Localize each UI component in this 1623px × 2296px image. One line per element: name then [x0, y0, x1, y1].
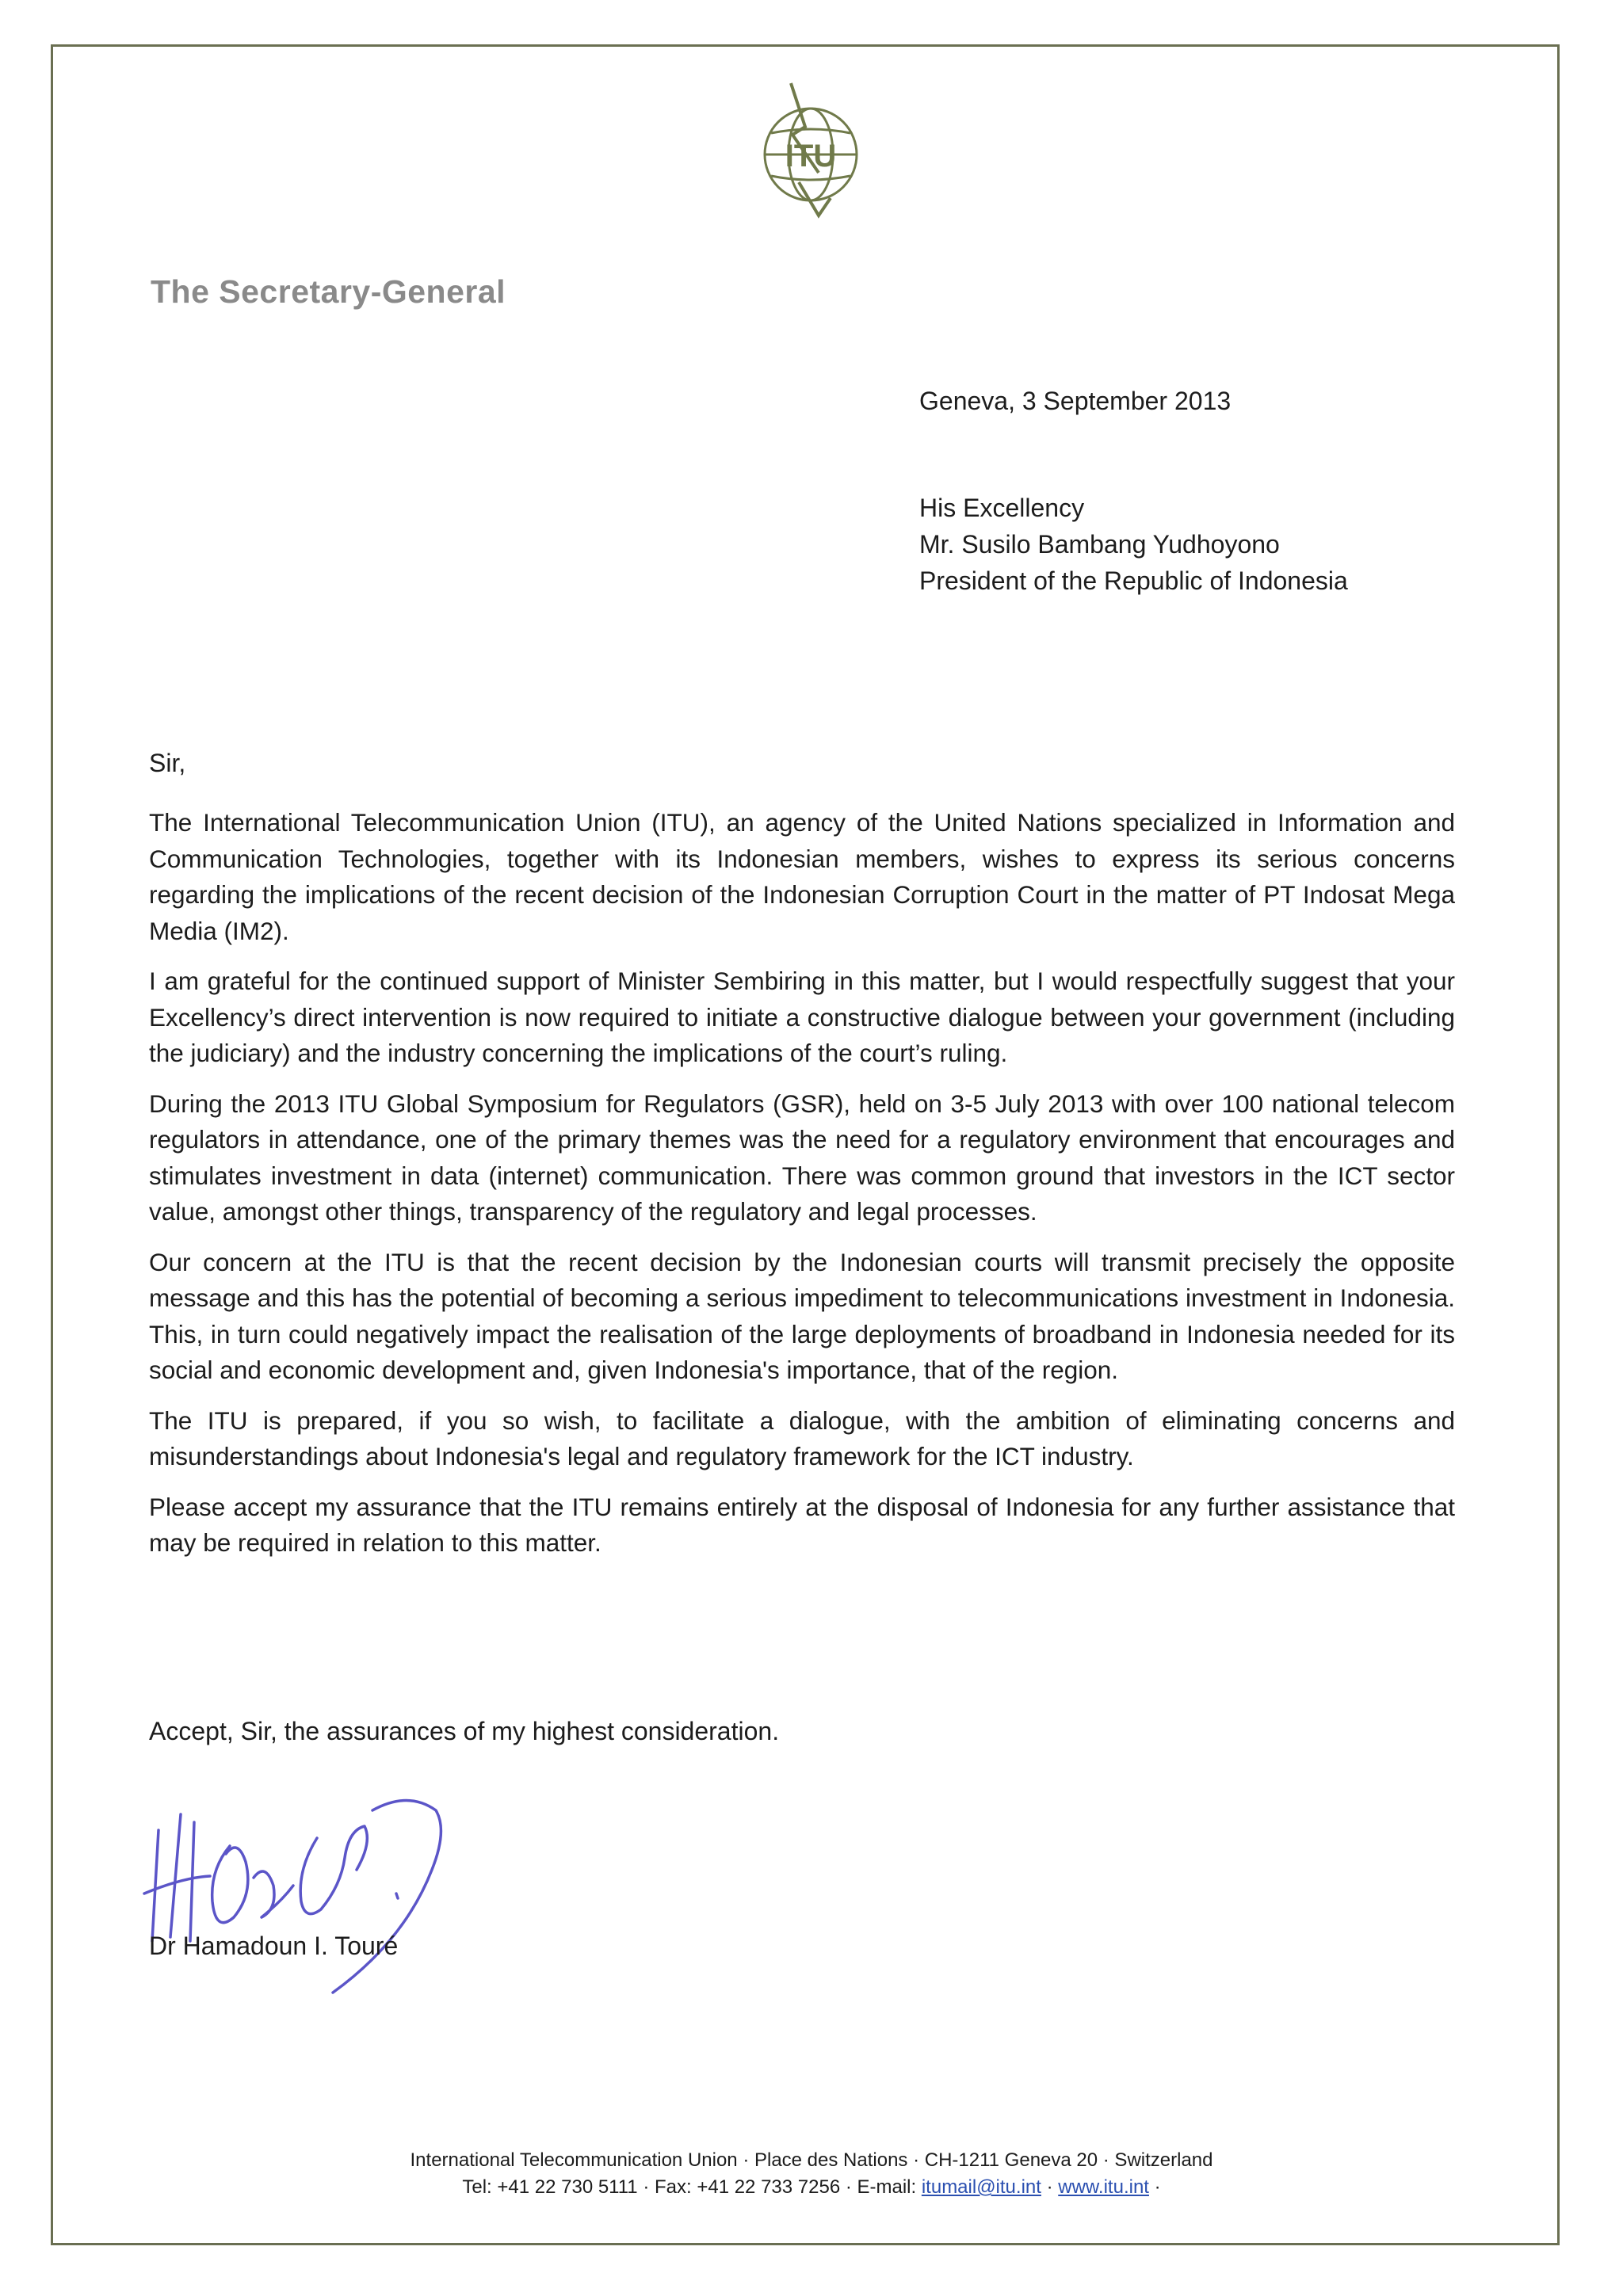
body-paragraph: Our concern at the ITU is that the recent decision by the Indonesian courts will transmit precisely the opposite message and this has the potential of becoming a serious impediment to telecommunications investment in Indonesia. This, in turn could negatively impact the realisation of the large deployments of broadband in Indonesia needed for its social and economic development and, given Indonesia's importance, that of the region.: [149, 1247, 1455, 1384]
signature: [135, 1783, 507, 1997]
footer-address: International Telecommunication Union · Place des Nations · CH-1211 Geneva 20 · Switzerland: [410, 2149, 1213, 2171]
letterhead-footer: [0, 2147, 1623, 2201]
addressee-line: President of the Republic of Indonesia: [919, 566, 1348, 595]
itu-logo: [743, 79, 878, 222]
addressee-line: His Excellency: [919, 494, 1085, 522]
footer-separator: ·: [1041, 2176, 1059, 2198]
body-paragraph: I am grateful for the continued support of Minister Sembiring in this matter, but I would respectfully suggest that your Excellency’s direct intervention is now required to initiate a constructive dialogue between your government (including the judiciary) and the industry concerning the implications of the court’s ruling.: [149, 967, 1455, 1067]
footer-phone-fax: Tel: +41 22 730 5111 · Fax: +41 22 733 7256 · E-mail:: [462, 2176, 922, 2198]
signature-drawing: [135, 1783, 507, 1997]
salutation: Sir,: [149, 749, 186, 777]
footer-trailing-separator: ·: [1148, 2176, 1161, 2198]
itu-logo-text: ITU: [785, 139, 837, 174]
sender-title: The Secretary-General: [151, 273, 506, 310]
footer-contact: [0, 2174, 1623, 2201]
body-paragraph: During the 2013 ITU Global Symposium for Regulators (GSR), held on 3-5 July 2013 with over 100 national telecom regulators in attendance, one of the primary themes was the need for a regulatory environment that encourages and stimulates investment in data (internet) communication. There was common ground that investors in the ICT sector value, amongst other things, transparency of the regulatory and legal processes.: [149, 1089, 1455, 1226]
closing-line: Accept, Sir, the assurances of my highest consideration.: [149, 1717, 780, 1745]
body-paragraph: The ITU is prepared, if you so wish, to facilitate a dialogue, with the ambition of eliminating concerns and misunderstandings about Indonesia's legal and regulatory framework for the ICT industry.: [149, 1405, 1455, 1470]
body-paragraph: Please accept my assurance that the ITU remains entirely at the disposal of Indonesia for any further assistance that may be required in relation to this matter.: [149, 1492, 1455, 1557]
body-paragraph: The International Telecommunication Union (ITU), an agency of the United Nations specialized in Information and Communication Technologies, together with its Indonesian members, wishes to express its serious concerns regarding the implications of the recent decision of the Indonesian Corruption Court in the matter of PT Indosat Mega Media (IM2).: [149, 808, 1455, 945]
signer-name: Dr Hamadoun I. Touré: [149, 1932, 399, 1960]
email-link[interactable]: itumail@itu.int: [921, 2176, 1041, 2198]
addressee-line: Mr. Susilo Bambang Yudhoyono: [919, 530, 1280, 559]
addressee-block: [919, 490, 1348, 599]
letter-body: [149, 805, 1455, 1576]
itu-logo-emblem: [743, 79, 878, 222]
website-link[interactable]: www.itu.int: [1058, 2176, 1149, 2198]
letter-date: Geneva, 3 September 2013: [919, 387, 1232, 415]
